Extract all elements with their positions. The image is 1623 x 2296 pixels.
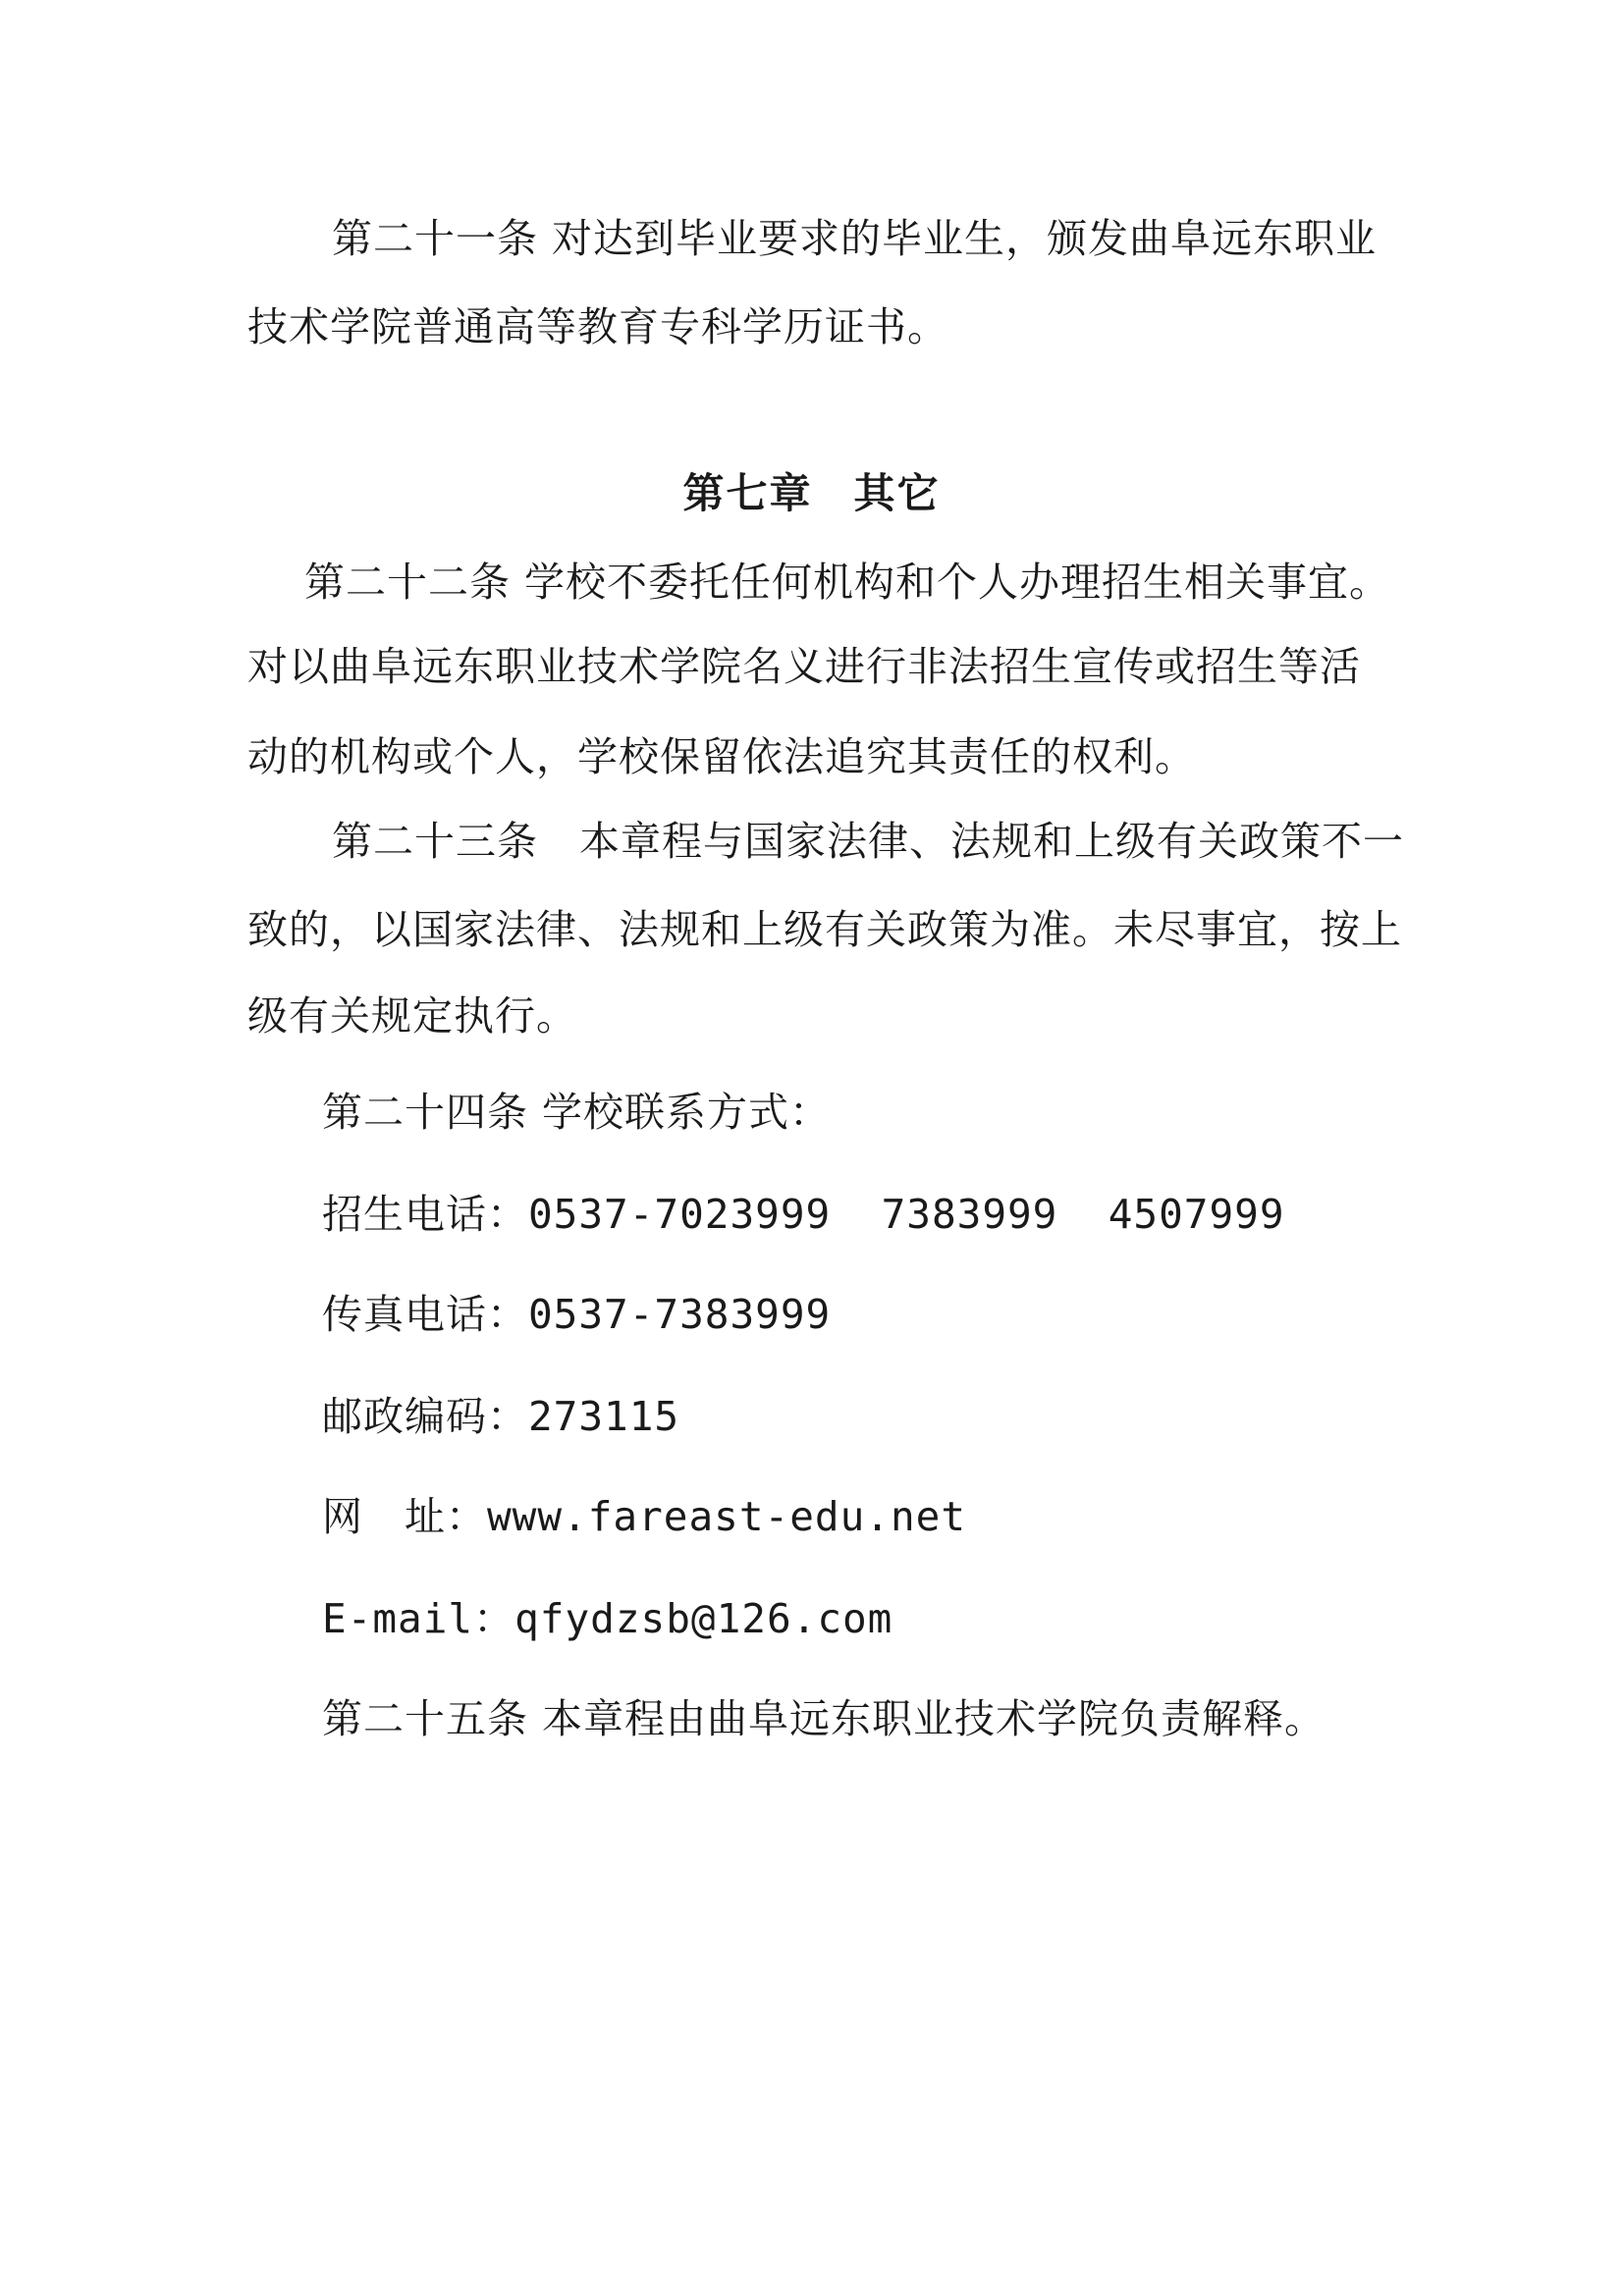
article-25-line-1: 第二十五条 本章程由曲阜远东职业技术学院负责解释。 (322, 1695, 1326, 1742)
article-22-line-2: 对以曲阜远东职业技术学院名义进行非法招生宣传或招生等活 (247, 643, 1361, 690)
article-23-line-2: 致的，以国家法律、法规和上级有关政策为准。未尽事宜，按上 (247, 906, 1402, 953)
article-23-line-3: 级有关规定执行。 (247, 992, 577, 1040)
article-21-line-2: 技术学院普通高等教育专科学历证书。 (247, 303, 948, 350)
postcode-label: 邮政编码： (322, 1393, 528, 1440)
article-22-line-1: 第二十二条 学校不委托任何机构和个人办理招生相关事宜。 (304, 559, 1391, 606)
contact-postcode (322, 1392, 679, 1441)
postcode-value: 273115 (528, 1393, 680, 1440)
contact-fax (322, 1290, 831, 1339)
article-23-line-1: 第二十三条 本章程与国家法律、法规和上级有关政策不一 (332, 818, 1404, 865)
email-value: qfydzsb@126.com (514, 1595, 893, 1642)
phone-label: 招生电话： (322, 1191, 528, 1238)
email-label: E-mail： (322, 1595, 515, 1642)
contact-website (322, 1492, 966, 1541)
contact-email (322, 1594, 893, 1643)
website-label: 网 址： (322, 1493, 487, 1540)
chapter-number: 第七章 (682, 469, 813, 517)
chapter-heading (0, 469, 1623, 518)
fax-label: 传真电话： (322, 1291, 528, 1338)
contact-phone (322, 1190, 1285, 1239)
article-22-line-3: 动的机构或个人，学校保留依法追究其责任的权利。 (247, 733, 1196, 780)
article-24-line-1: 第二十四条 学校联系方式： (322, 1089, 832, 1136)
chapter-title: 其它 (853, 469, 941, 517)
phone-value: 0537-7023999 7383999 4507999 (528, 1191, 1285, 1238)
website-value: www.fareast-edu.net (487, 1493, 966, 1540)
article-21-line-1: 第二十一条 对达到毕业要求的毕业生，颁发曲阜远东职业 (332, 215, 1378, 262)
fax-value: 0537-7383999 (528, 1291, 832, 1338)
